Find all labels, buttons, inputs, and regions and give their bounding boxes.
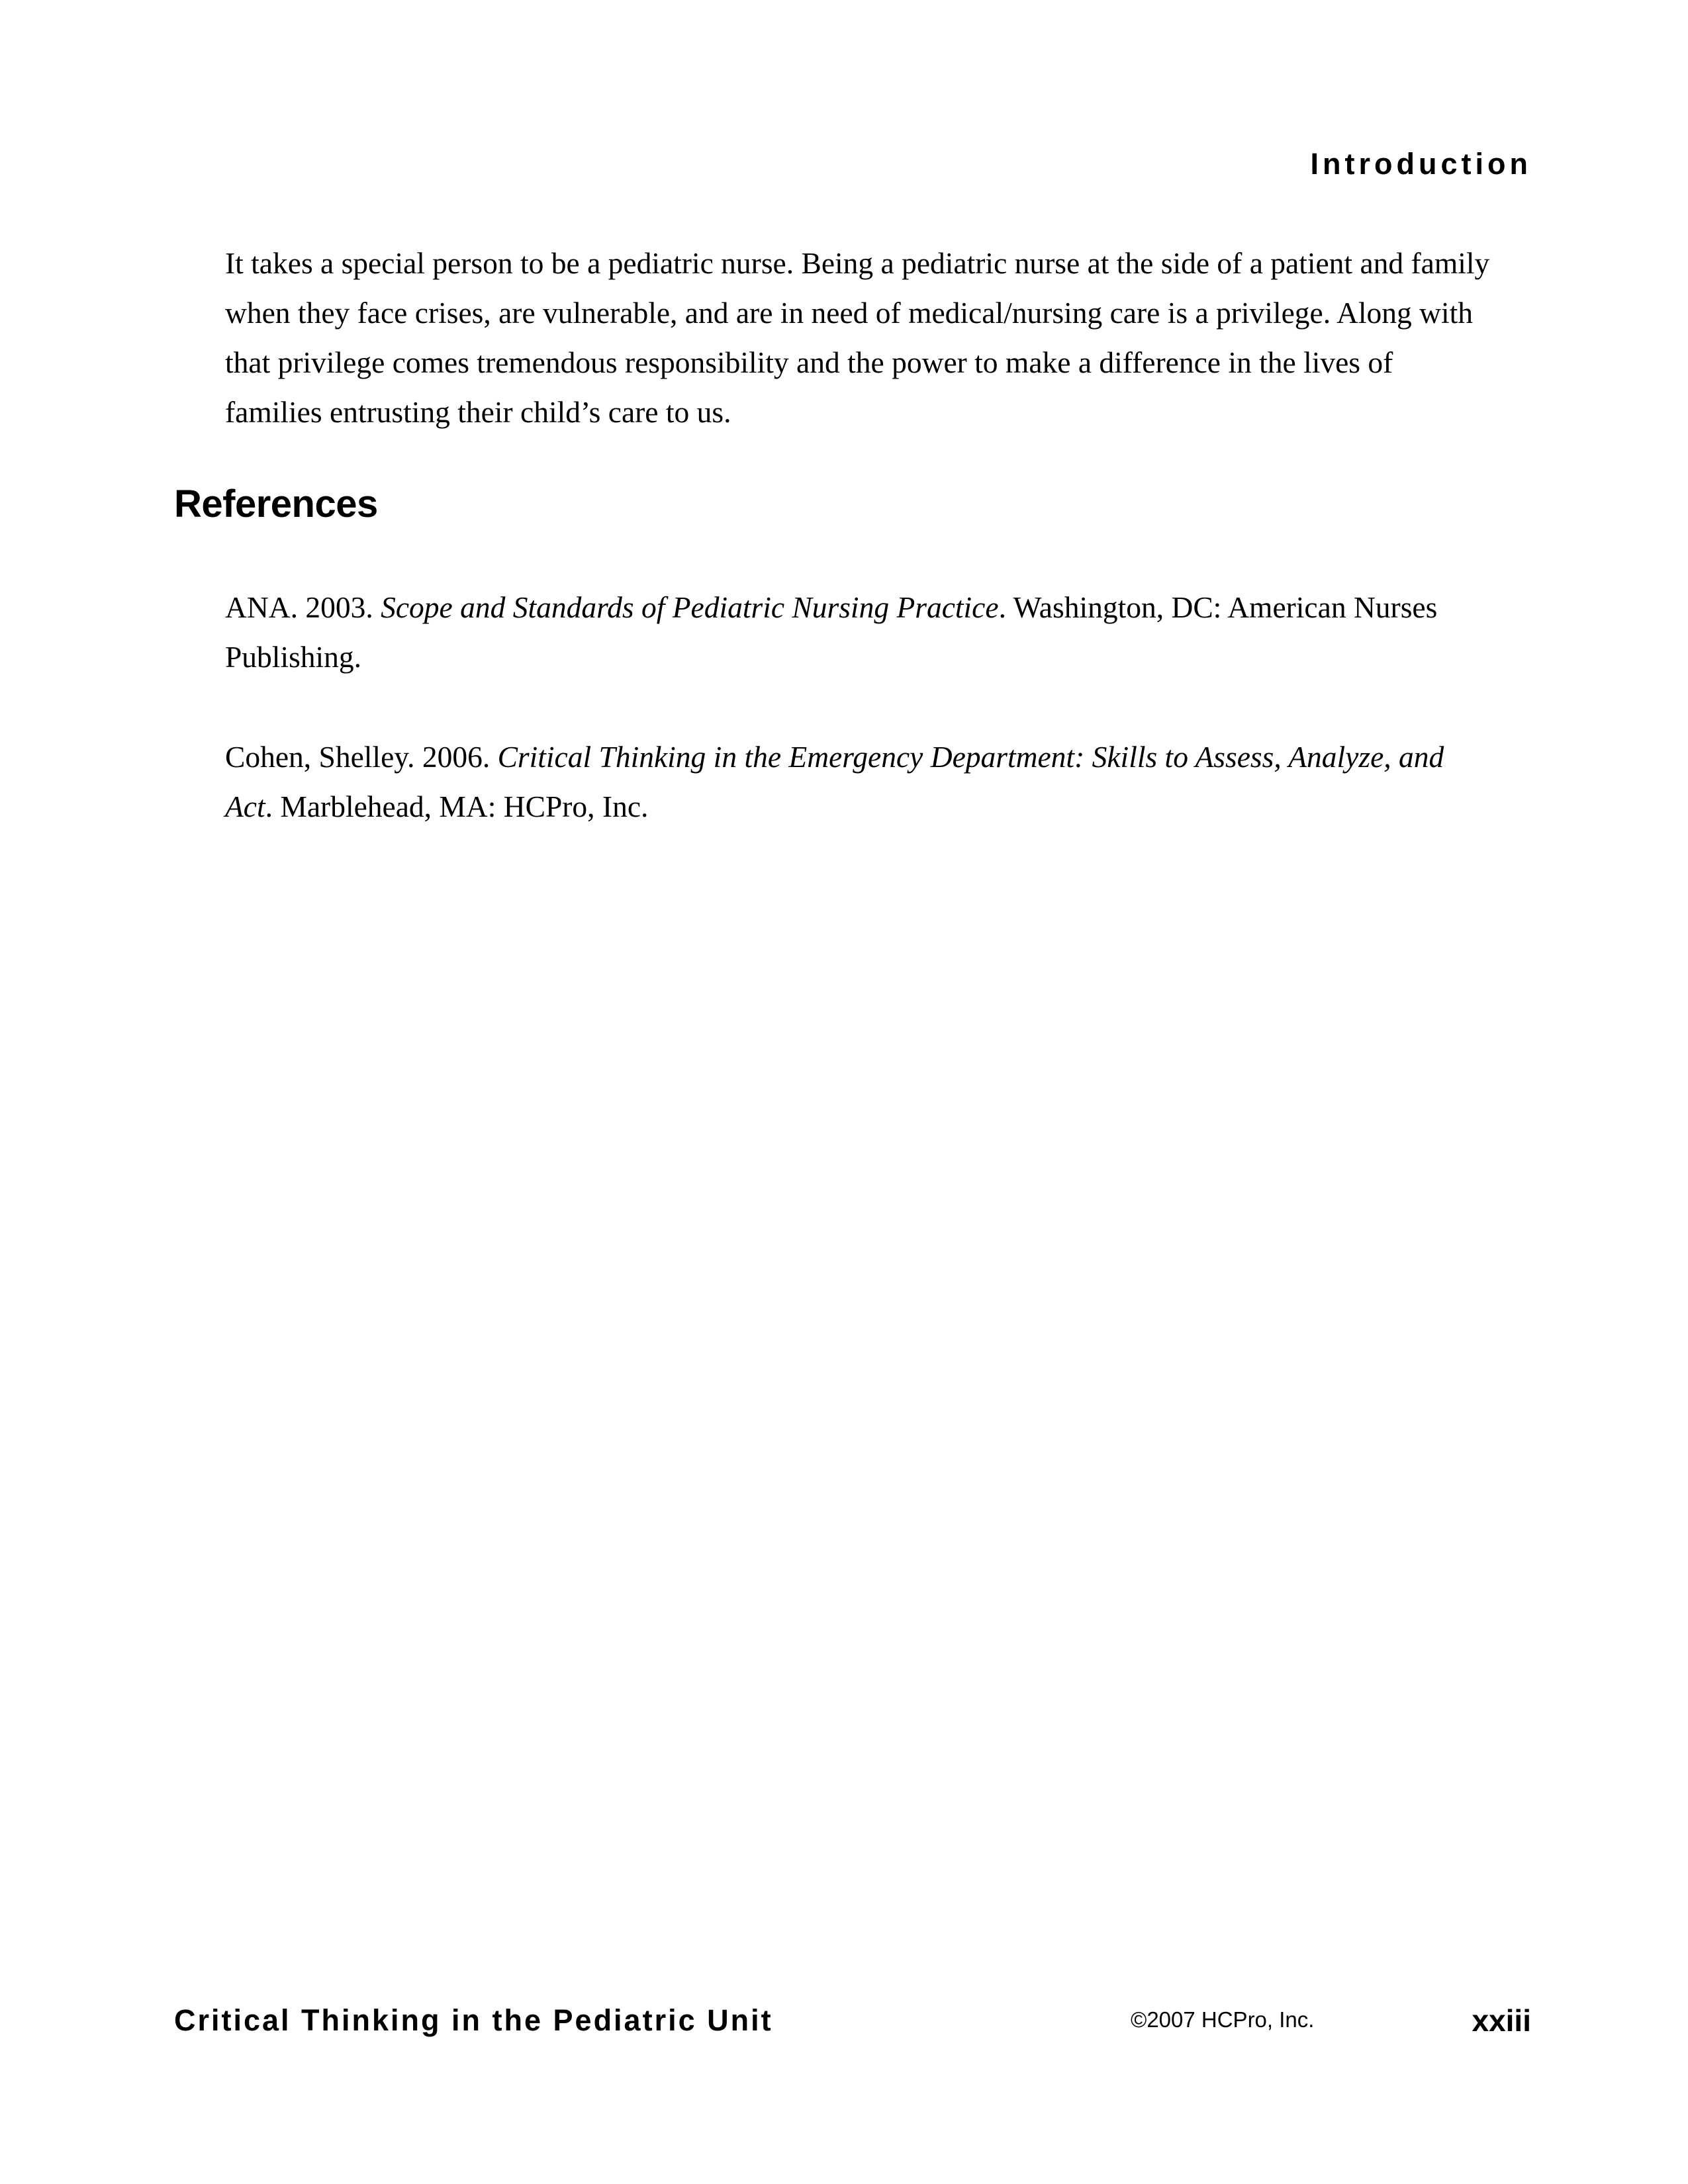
reference-entry [225, 582, 1496, 682]
reference-author-year: ANA. 2003. [225, 590, 373, 624]
body-paragraph: It takes a special person to be a pediatric nurse. Being a pediatric nurse at the side of a patient and family when they face crises, are vulnerable, and are in need of medical/nursing care is a privilege. Along with that privilege comes tremendous responsibility and the power to make a difference in the lives of families entrusting their child’s care to us. [225, 246, 1490, 429]
reference-publisher: . Washington, DC: American Nurses Publishing. [225, 590, 1438, 674]
reference-title: Scope and Standards of Pediatric Nursing Practice [381, 590, 999, 624]
page-number: xxiii [1472, 2003, 1531, 2038]
reference-entry [225, 732, 1496, 831]
reference-publisher: . Marblehead, MA: HCPro, Inc. [265, 790, 649, 823]
references-heading: References [174, 482, 378, 525]
page-footer [174, 1997, 1531, 2044]
footer-copyright: ©2007 HCPro, Inc. [1131, 2007, 1315, 2032]
running-head: Introduction [1310, 147, 1532, 181]
reference-title: Critical Thinking in the Emergency Department: Skills to Assess, Analyze, and Act [225, 740, 1444, 823]
footer-book-title: Critical Thinking in the Pediatric Unit [174, 2003, 773, 2037]
reference-author-year: Cohen, Shelley. 2006. [225, 740, 491, 774]
